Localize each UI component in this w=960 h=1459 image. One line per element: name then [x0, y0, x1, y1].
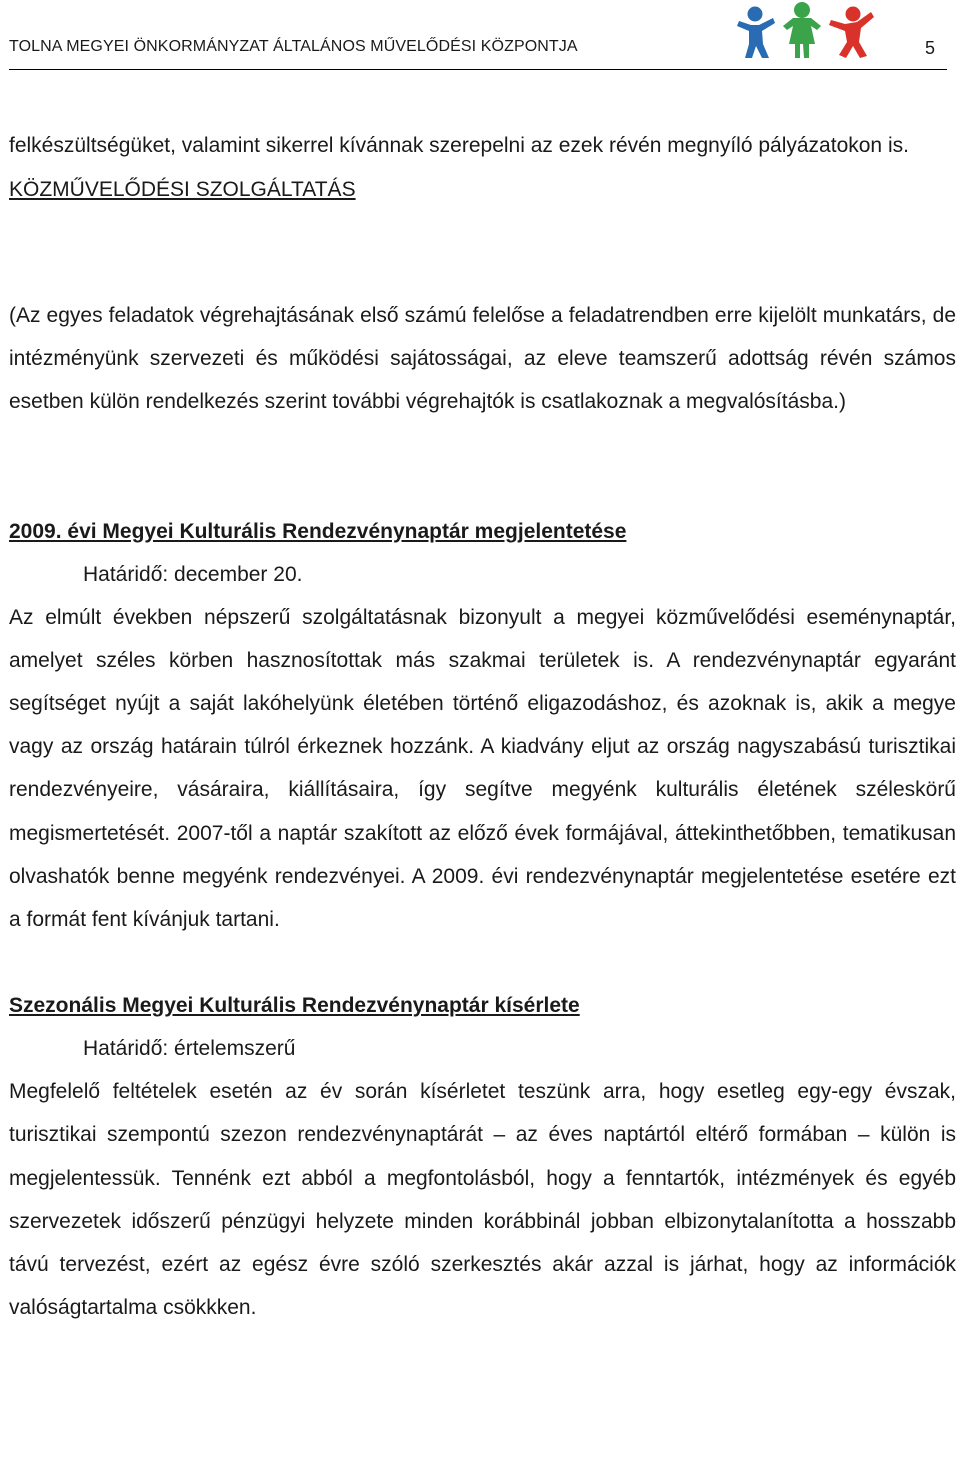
task-deadline: Határidő: december 20. — [83, 562, 303, 586]
page-header — [9, 0, 947, 82]
task-item — [9, 510, 956, 942]
intro-paragraph: felkészültségüket, valamint sikerrel kívánnak szerepelni az ezek révén megnyíló pályázatokon is. — [9, 134, 909, 157]
responsibility-note: (Az egyes feladatok végrehajtásának első számú felelőse a feladatrendben erre kijelölt munkatárs, de intézményünk szervezeti és működési sajátosságai, az eleve teamszerű adottság révén számos esetben külön rendelkezés szerint további végrehajtók is csatlakoznak a megvalósításba.) — [9, 303, 956, 413]
section-title: KÖZMŰVELŐDÉSI SZOLGÁLTATÁS — [9, 177, 356, 201]
page-number: 5 — [924, 38, 935, 58]
blue-child-figure — [737, 7, 775, 59]
task-deadline: Határidő: értelemszerű — [83, 1037, 296, 1061]
task-description: Az elmúlt években népszerű szolgáltatásnak bizonyult a megyei közművelődési eseménynaptár, amelyet széles körben hasznosítottak más szakmai területek is. A rendezvénynaptár egyaránt segítséget nyújt a saját lakóhelyünk életében történő eligazodáshoz, és azoknak is, akik a megye vagy az ország határain túlról érkeznek hozzánk. A kiadvány eljut az ország nagyszabású turisztikai rendezvényeire, vásáraira, kiállításaira, így segítve megyénk kulturális életének széleskörű megismertetését. 2007-től a naptár szakított az előző évek formájával, áttekinthetőbben, tematikusan olvashatók benne megyénk rendezvényei. A 2009. évi rendezvénynaptár megjelentetése esetére ezt a formát fent kívánjuk tartani. — [9, 605, 956, 931]
children-figures-logo — [725, 0, 875, 62]
task-item — [9, 984, 956, 1329]
task-heading: Szezonális Megyei Kulturális Rendezvénynaptár kísérlete — [9, 994, 580, 1018]
task-description: Megfelelő feltételek esetén az év során kísérletet teszünk arra, hogy esetleg egy-egy évszak, turisztikai szempontú szezon rendezvénynaptárát – az éves naptártól eltérő formában – külön is megjelentessük. Tennénk ezt abból a megfontolásból, hogy a fenntartók, intézmények és egyéb szervezetek időszerű pénzügyi helyzete minden korábbinál jobban elbizonytalanította a hosszabb távú tervezést, ezért az egész évre szóló szerkesztés akár azzal is járhat, hogy az információk valóságtartalma csökkken. — [9, 1080, 956, 1320]
header-title: TOLNA MEGYEI ÖNKORMÁNYZAT ÁLTALÁNOS MŰVELŐDÉSI KÖZPONTJA — [9, 38, 578, 55]
header-divider — [9, 69, 947, 70]
task-heading: 2009. évi Megyei Kulturális Rendezvénynaptár megjelentetése — [9, 519, 627, 543]
green-child-figure — [783, 2, 821, 58]
document-body — [9, 124, 956, 1329]
red-child-figure — [829, 7, 874, 59]
